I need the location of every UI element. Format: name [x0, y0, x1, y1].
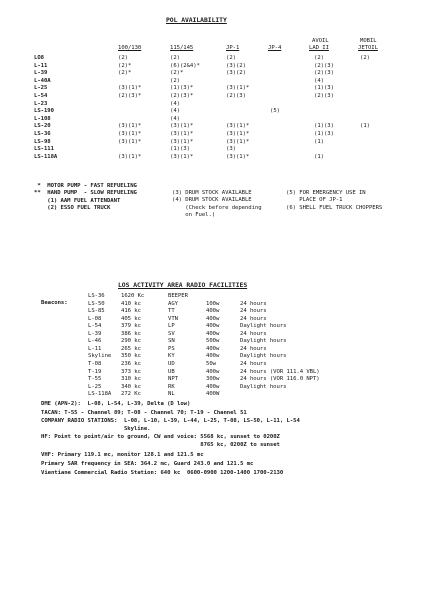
- beacon-power: 100w: [206, 300, 220, 307]
- fuel-cell-avoil: (1)(3): [314, 123, 334, 130]
- beacon-id: UD: [168, 360, 175, 367]
- legend-line: (Check before depending: [172, 204, 262, 211]
- beacon-hours: 24 hours (VOR 116.0 NPT): [240, 376, 320, 383]
- location-cell: L-39: [34, 70, 48, 77]
- beacon-freq: 236 kc: [121, 360, 141, 367]
- radio-note-line: Primary SAR frequency in SEA: 364.2 mc, Guard 243.0 and 121.5 mc: [41, 461, 254, 467]
- beacon-freq: 416 kc: [121, 308, 141, 315]
- beacon-power: 300w: [206, 376, 220, 383]
- beacon-id: AGY: [168, 300, 178, 307]
- radio-note-line: Vientiane Commercial Radio Station: 640 kc 0600-0900 1200-1400 1700-2130: [41, 470, 284, 476]
- fuel-cell-c115: (1)(3): [170, 146, 190, 153]
- legend-line: (3) DRUM STOCK AVAILABLE: [172, 190, 252, 196]
- beacon-power: 400w: [206, 353, 220, 360]
- location-cell: LS-118A: [34, 153, 58, 160]
- beacon-power: 400w: [206, 308, 220, 315]
- beacon-id: RK: [168, 383, 175, 390]
- beacon-id: SN: [168, 338, 175, 345]
- beacon-hours: Daylight hours: [240, 353, 287, 360]
- beacon-hours: Daylight hours: [240, 383, 287, 390]
- beacon-id: SV: [168, 330, 175, 337]
- fuel-cell-c115: (4): [170, 100, 180, 107]
- header-avoil-1: AVOIL: [312, 38, 329, 44]
- beacon-id: NL: [168, 391, 175, 398]
- beacon-freq: 290 kc: [121, 338, 141, 345]
- fuel-cell-c100: (2): [118, 55, 128, 61]
- fuel-cell-c115: (3)(1)*: [170, 131, 194, 137]
- beacon-site: L-46: [88, 338, 102, 345]
- fuel-cell-jp1: (3): [226, 146, 236, 153]
- fuel-cell-jp1: (3)(1)*: [226, 131, 250, 137]
- fuel-cell-c115: (2): [170, 55, 180, 61]
- beacon-hours: 24 hours: [240, 315, 267, 322]
- beacon-hours: Daylight hours: [240, 323, 287, 330]
- beacon-power: 400w: [206, 368, 220, 375]
- beacon-freq: 405 kc: [121, 315, 141, 322]
- location-cell: LS-190: [34, 108, 54, 115]
- fuel-cell-c115: (3)(1)*: [170, 123, 194, 130]
- beacon-power: 400w: [206, 315, 220, 322]
- beacon-id: NPT: [168, 376, 178, 383]
- beacon-id: TT: [168, 308, 175, 315]
- fuel-cell-avoil: (2): [314, 55, 324, 61]
- location-cell: L-23: [34, 100, 48, 107]
- beacon-freq: 310 kc: [121, 376, 141, 383]
- beacon-site: T-19: [88, 368, 102, 375]
- beacons-label: Beacons:: [41, 300, 68, 306]
- beacon-site: LS-36: [88, 293, 105, 299]
- beacon-freq: 265 kc: [121, 345, 141, 352]
- location-cell: LS-36: [34, 131, 51, 137]
- beacon-freq: 350 kc: [121, 353, 141, 360]
- legend-line: (4) DRUM STOCK AVAILABLE: [172, 197, 252, 204]
- beacon-power: 400w: [206, 383, 220, 390]
- beacon-site: L-08: [88, 315, 102, 322]
- fuel-cell-jp1: (2): [226, 55, 236, 61]
- legend-line: (5) FOR EMERGENCY USE IN: [286, 190, 366, 196]
- beacon-hours: 24 hours (VOR 111.4 VBL): [240, 368, 320, 375]
- beacon-id: UB: [168, 368, 175, 375]
- location-cell: LS-98: [34, 138, 51, 145]
- beacon-freq: 373 kc: [121, 368, 141, 375]
- fuel-cell-c115: (3)(1)*: [170, 138, 194, 145]
- beacon-site: T-55: [88, 376, 102, 383]
- header-115-145: 115/145: [170, 45, 194, 51]
- fuel-cell-avoil: (2)(3): [314, 70, 334, 77]
- beacon-power: 400w: [206, 345, 220, 352]
- beacon-site: L-54: [88, 323, 102, 330]
- pol-title: POL AVAILABILITY: [166, 16, 227, 24]
- beeper-header: BEEPER: [168, 293, 188, 299]
- beacon-hours: 24 hours: [240, 345, 267, 352]
- beacon-power: 50w: [206, 360, 216, 367]
- beacon-site: Skyline: [88, 353, 112, 360]
- radio-note-line: VHF: Primary 119.1 mc, monitor 128.1 and 121.5 mc: [41, 452, 204, 458]
- fuel-cell-mobil: (2): [360, 55, 370, 61]
- beacon-freq: 410 kc: [121, 300, 141, 307]
- fuel-cell-jp4: (5): [270, 108, 280, 115]
- fuel-cell-jp1: (3)(1)*: [226, 123, 250, 130]
- beacon-power: 500w: [206, 338, 220, 345]
- beacon-power: 400w: [206, 323, 220, 330]
- fuel-cell-c115: (1)(3)*: [170, 85, 194, 92]
- beacon-site: LS-118A: [88, 391, 112, 398]
- radio-note-line: 8765 kc, 0200Z to sunset: [41, 442, 280, 448]
- fuel-cell-c100: (3)(1)*: [118, 85, 142, 92]
- beacon-id: VTN: [168, 315, 178, 322]
- fuel-cell-c100: (3)(1)*: [118, 138, 142, 145]
- header-100-130: 100/130: [118, 45, 142, 51]
- fuel-cell-c100: (3)(1)*: [118, 153, 142, 160]
- radio-note-line: TACAN: T-55 - Channel 89; T-08 - Channel 70; T-19 - Channel 51: [41, 410, 247, 416]
- header-mobil-2: JETOIL: [358, 45, 378, 51]
- location-cell: LS-20: [34, 123, 51, 130]
- radio-note-line: HF: Point to point/air to ground, CW and voice: 5568 kc, sunset to 0200Z: [41, 434, 280, 440]
- beacon-power: 400W: [206, 391, 220, 398]
- location-cell: L-40A: [34, 77, 51, 84]
- location-cell: L-25: [34, 85, 48, 92]
- fuel-cell-avoil: (1): [314, 138, 324, 145]
- beacon-hours: Daylight hours: [240, 338, 287, 345]
- beacon-freq: 340 kc: [121, 383, 141, 390]
- fuel-cell-c115: (4): [170, 108, 180, 115]
- radio-note-line: Skyline.: [41, 426, 151, 432]
- beacon-site: L-39: [88, 330, 102, 337]
- fuel-cell-c115: (4): [170, 115, 180, 122]
- legend-line: PLACE OF JP-1: [286, 197, 343, 204]
- fuel-cell-jp1: (3)(1)*: [226, 138, 250, 145]
- beacon-freq: 272 Kc: [121, 391, 141, 398]
- fuel-cell-c115: (6)(2&4)*: [170, 62, 200, 69]
- beacon-power: 400w: [206, 330, 220, 337]
- location-cell: LS-111: [34, 146, 54, 153]
- fuel-cell-jp1: (2)(3): [226, 93, 246, 99]
- beacon-hours: 24 hours: [240, 360, 267, 367]
- fuel-cell-c115: (2): [170, 77, 180, 84]
- fuel-cell-avoil: (1)(3): [314, 85, 334, 92]
- beacon-id: PS: [168, 345, 175, 352]
- beacon-hours: 24 hours: [240, 308, 267, 315]
- fuel-cell-c100: (2)(3)*: [118, 93, 142, 99]
- fuel-cell-c100: (3)(1)*: [118, 123, 142, 130]
- fuel-cell-avoil: (1)(3): [314, 131, 334, 137]
- header-mobil-1: MOBIL: [360, 38, 377, 44]
- fuel-cell-avoil: (4): [314, 77, 324, 84]
- beacon-id: KY: [168, 353, 175, 360]
- fuel-cell-c100: (3)(1)*: [118, 131, 142, 137]
- beacon-id: LP: [168, 323, 175, 330]
- fuel-cell-avoil: (1): [314, 153, 324, 160]
- beacon-site: L-11: [88, 345, 102, 352]
- location-cell: L-54: [34, 93, 48, 99]
- location-cell: L-11: [34, 62, 48, 69]
- fuel-cell-avoil: (2)(3): [314, 62, 334, 69]
- legend-line: on Fuel.): [172, 212, 216, 219]
- legend-line: (2) ESSO FUEL TRUCK: [34, 205, 111, 212]
- fuel-cell-jp1: (3)(2): [226, 70, 246, 77]
- beacon-freq: 1620 Kc: [121, 293, 145, 299]
- fuel-cell-c115: (3)(1)*: [170, 153, 194, 160]
- legend-line: (1) AAM FUEL ATTENDANT: [34, 197, 121, 204]
- location-cell: L-108: [34, 115, 51, 122]
- fuel-cell-mobil: (1): [360, 123, 370, 130]
- beacon-site: T-08: [88, 360, 102, 367]
- beacon-site: LS-50: [88, 300, 105, 307]
- radio-title: LOS ACTIVITY AREA RADIO FACILITIES: [118, 281, 248, 289]
- fuel-cell-jp1: (3)(2): [226, 62, 246, 69]
- fuel-cell-c115: (2)*: [170, 70, 184, 77]
- beacon-freq: 386 kc: [121, 330, 141, 337]
- beacon-site: L-25: [88, 383, 102, 390]
- fuel-cell-avoil: (2)(3): [314, 93, 334, 99]
- beacon-freq: 379 kc: [121, 323, 141, 330]
- legend-line: ** HAND PUMP - SLOW REFUELING: [34, 190, 137, 197]
- legend-line: * MOTOR PUMP - FAST REFUELING: [34, 183, 137, 189]
- fuel-cell-c100: (2)*: [118, 70, 132, 77]
- fuel-cell-c115: (2)(3)*: [170, 93, 194, 99]
- header-jp1: JP-1: [226, 45, 240, 51]
- beacon-site: LS-85: [88, 308, 105, 315]
- header-avoil-2: LAD II: [309, 45, 329, 51]
- fuel-cell-jp1: (3)(1)*: [226, 85, 250, 92]
- location-cell: LO8: [34, 55, 44, 61]
- beacon-hours: 24 hours: [240, 330, 267, 337]
- radio-note-line: DME (APN-2): L-08, L-54, L-39, Delta (D low): [41, 401, 191, 407]
- header-jp4: JP-4: [268, 45, 282, 51]
- legend-line: (6) SHELL FUEL TRUCK CHOPPERS: [286, 204, 383, 211]
- fuel-cell-c100: (2)*: [118, 62, 132, 69]
- beacon-hours: 24 hours: [240, 300, 267, 307]
- radio-note-line: COMPANY RADIO STATIONS: L-08, L-10, L-39, L-44, L-25, T-08, LS-50, L-11, L-54: [41, 418, 300, 424]
- fuel-cell-jp1: (3)(1)*: [226, 153, 250, 160]
